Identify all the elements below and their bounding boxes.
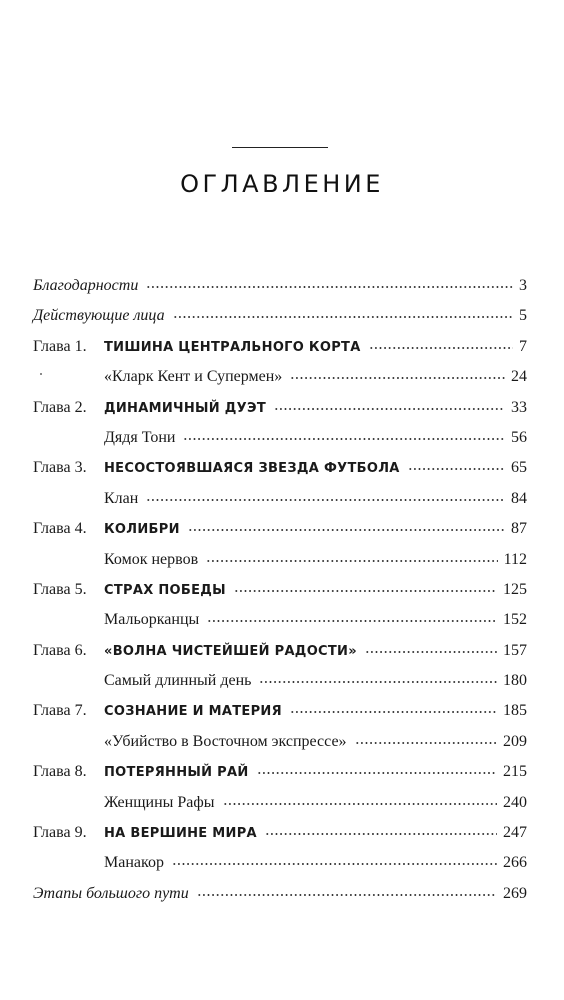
chapter-number: Глава 8. — [33, 763, 87, 781]
toc-entry — [33, 336, 527, 366]
dot-leader — [197, 893, 497, 897]
toc-entry — [33, 792, 527, 822]
dot-leader — [355, 741, 497, 745]
dot-leader — [234, 589, 497, 593]
entry-title: Благодарности — [33, 277, 139, 294]
entry-title: СТРАХ ПОБЕДЫ — [104, 582, 226, 598]
entry-title: Действующие лица — [33, 307, 165, 325]
entry-title: КОЛИБРИ — [104, 522, 180, 538]
chapter-number: Глава 7. — [33, 702, 87, 720]
page-number: 269 — [503, 884, 527, 902]
toc-entry — [33, 822, 527, 852]
chapter-number: Глава 4. — [33, 520, 87, 538]
page-number: 5 — [519, 307, 527, 325]
entry-title: Женщины Рафы — [104, 793, 215, 811]
toc-entry — [33, 670, 527, 700]
chapter-number: Глава 9. — [33, 824, 87, 842]
entry-title: «Кларк Кент и Супермен» — [104, 368, 283, 386]
entry-title: ПОТЕРЯННЫЙ РАЙ — [104, 765, 249, 781]
dot-leader — [188, 528, 505, 532]
toc-entry — [33, 427, 527, 457]
page-number: 240 — [503, 793, 527, 811]
dot-leader — [183, 437, 505, 441]
page-number: 87 — [511, 520, 527, 538]
entry-title: Самый длинный день — [104, 672, 252, 690]
toc-entry — [33, 397, 527, 427]
dot-leader — [408, 467, 505, 471]
dot-leader — [365, 650, 497, 654]
toc-entry — [33, 640, 527, 670]
toc-entry — [33, 700, 527, 730]
dot-leader — [207, 619, 497, 623]
page-number: 247 — [503, 824, 527, 842]
page-number: 125 — [503, 580, 527, 598]
dot-leader — [290, 710, 497, 714]
page-number: 112 — [503, 550, 527, 568]
toc-entry — [33, 366, 527, 396]
title-rule — [232, 147, 328, 148]
chapter-number: Глава 2. — [33, 398, 87, 416]
page-number: 157 — [503, 641, 527, 659]
page-number: 209 — [503, 732, 527, 750]
page-number: 152 — [503, 611, 527, 629]
page-number: 65 — [511, 459, 527, 477]
dot-leader — [369, 346, 513, 350]
dot-leader — [259, 680, 497, 684]
dot-leader — [265, 832, 497, 836]
entry-title: НЕСОСТОЯВШАЯСЯ ЗВЕЗДА ФУТБОЛА — [104, 461, 400, 477]
toc-entry — [33, 731, 527, 761]
page-number: 266 — [503, 854, 527, 872]
toc-entry — [33, 852, 527, 882]
toc-entry — [33, 609, 527, 639]
page-number: 3 — [519, 277, 527, 294]
page-number: 24 — [511, 368, 527, 386]
dot-leader — [173, 315, 513, 319]
page-title: ОГЛАВЛЕНИЕ — [180, 170, 384, 198]
dot-leader — [274, 407, 505, 411]
page-number: 56 — [511, 428, 527, 446]
dot-leader — [206, 559, 497, 563]
toc-entry — [33, 518, 527, 548]
entry-title: Клан — [104, 489, 139, 507]
toc-entry — [33, 549, 527, 579]
dot-leader — [223, 802, 498, 806]
toc-entry — [33, 761, 527, 791]
chapter-number: Глава 6. — [33, 641, 87, 659]
toc-entry — [33, 579, 527, 609]
chapter-number: Глава 5. — [33, 580, 87, 598]
page-number: 180 — [503, 672, 527, 690]
entry-title: Комок нервов — [104, 550, 199, 568]
entry-title: Манакор — [104, 854, 164, 872]
entry-title: Дядя Тони — [104, 428, 176, 446]
page-number: 84 — [511, 489, 527, 507]
toc-entry — [33, 883, 527, 913]
entry-title: ТИШИНА ЦЕНТРАЛЬНОГО КОРТА — [104, 339, 361, 355]
dot-leader — [146, 285, 513, 289]
page-number: 215 — [503, 763, 527, 781]
entry-title: НА ВЕРШИНЕ МИРА — [104, 826, 257, 842]
page-number: 7 — [519, 337, 527, 355]
chapter-number: Глава 1. — [33, 337, 87, 355]
toc-entry — [33, 488, 527, 518]
toc-entry — [33, 275, 527, 305]
entry-title: «ВОЛНА ЧИСТЕЙШЕЙ РАДОСТИ» — [104, 643, 357, 659]
dot-leader — [172, 862, 497, 866]
entry-title: ДИНАМИЧНЫЙ ДУЭТ — [104, 400, 266, 416]
page-number: 185 — [503, 702, 527, 720]
entry-title: «Убийство в Восточном экспрессе» — [104, 732, 347, 750]
entry-title: Мальорканцы — [104, 611, 200, 629]
entry-title: Этапы большого пути — [33, 884, 189, 902]
table-of-contents — [33, 275, 527, 913]
toc-entry — [33, 457, 527, 487]
toc-entry — [33, 305, 527, 335]
page-number: 33 — [511, 398, 527, 416]
dot-leader — [290, 376, 505, 380]
entry-title: СОЗНАНИЕ И МАТЕРИЯ — [104, 704, 282, 720]
dot-leader — [257, 771, 497, 775]
dot-leader — [146, 498, 505, 502]
chapter-number: Глава 3. — [33, 459, 87, 477]
